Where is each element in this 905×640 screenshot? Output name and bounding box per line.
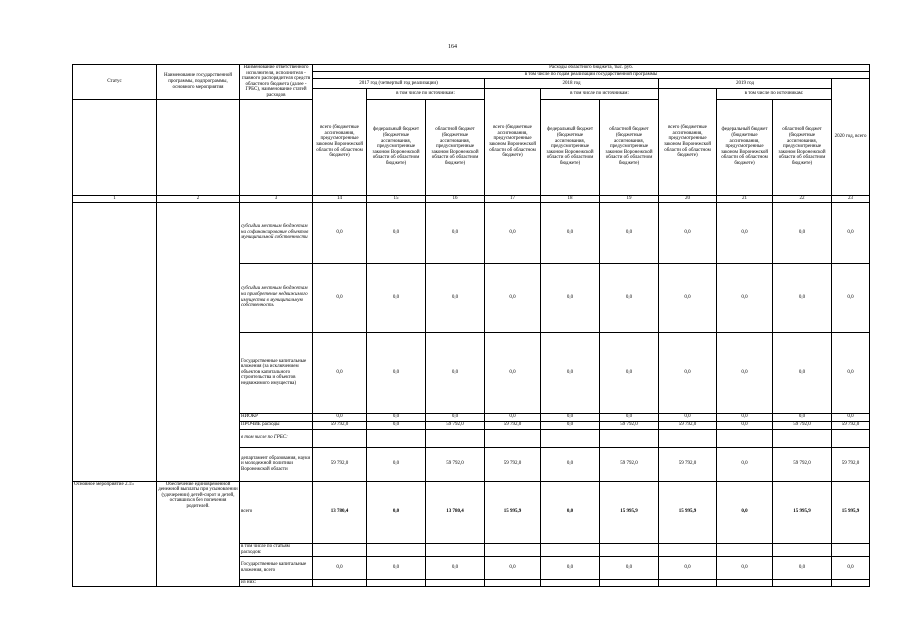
value-cell	[773, 429, 832, 447]
value-cell: 0,0	[659, 202, 717, 263]
col-number: 19	[600, 195, 659, 202]
value-cell	[313, 543, 367, 556]
header-program-name: Наименование государственной программы, подпрограммы, основного мероприятия	[157, 65, 240, 100]
value-cell: 15 995,9	[659, 481, 717, 543]
value-cell: 0,0	[485, 202, 541, 263]
name-cell	[157, 447, 240, 481]
table-row	[73, 447, 870, 481]
value-cell: 15 995,9	[832, 481, 870, 543]
col-number: 16	[426, 195, 485, 202]
row-label: субсидии местным бюджетам на приобретение недвижимого имущества в муниципальную собственность	[240, 263, 313, 332]
table-row	[73, 543, 870, 556]
value-cell: 0,0	[773, 263, 832, 332]
value-cell	[426, 429, 485, 447]
status-cell	[73, 332, 157, 413]
header-executor-spacer	[240, 99, 313, 195]
value-cell	[717, 429, 773, 447]
value-cell: 0,0	[541, 332, 600, 413]
value-cell: 0,0	[659, 332, 717, 413]
table-row	[73, 332, 870, 413]
col-number: 17	[485, 195, 541, 202]
value-cell: 0,0	[717, 202, 773, 263]
value-cell: 15 995,9	[485, 481, 541, 543]
value-cell: 0,0	[426, 413, 485, 421]
table-row	[73, 429, 870, 447]
value-cell: 0,0	[600, 556, 659, 579]
value-cell: 59 792,0	[426, 447, 485, 481]
row-label: Государственные капитальные вложения (за исключением объектов капитального строительства и объектов недвижимого имущества)	[240, 332, 313, 413]
value-cell: 59 792,0	[313, 421, 367, 429]
value-cell	[832, 429, 870, 447]
header-executor: Наименование ответственного исполнителя, исполнителя - главного распорядителя средств областного бюджета (далее - ГРБС), наименование статей расходов	[240, 65, 313, 100]
value-cell: 0,0	[659, 556, 717, 579]
value-cell: 15 995,9	[773, 481, 832, 543]
header-total-2017: всего (бюджетные ассигнования, предусмотренные законом Воронежской области об областном бюджете)	[313, 89, 367, 195]
value-cell: 0,0	[485, 556, 541, 579]
col-number: 15	[367, 195, 426, 202]
col-number: 21	[717, 195, 773, 202]
value-cell	[367, 543, 426, 556]
value-cell: 0,0	[426, 332, 485, 413]
value-cell	[485, 429, 541, 447]
value-cell	[832, 579, 870, 586]
value-cell: 0,0	[773, 556, 832, 579]
value-cell: 0,0	[367, 481, 426, 543]
header-federal-2019: федеральный бюджет (бюджетные ассигнования, предусмотренные законом Воронежской области об областном бюджете)	[717, 99, 773, 195]
name-cell: Обеспечение единовременной денежной выплаты при усыновлении (удочерении) детей-сирот и детей, оставшихся без попечения родителей.	[157, 481, 240, 543]
value-cell: 0,0	[600, 263, 659, 332]
status-cell: Основное мероприятие 2.15	[73, 481, 157, 543]
value-cell: 0,0	[659, 263, 717, 332]
value-cell	[485, 543, 541, 556]
value-cell	[313, 429, 367, 447]
value-cell: 0,0	[717, 556, 773, 579]
value-cell: 59 792,0	[600, 447, 659, 481]
header-expenses-title: Расходы областного бюджета, тыс. руб.	[313, 65, 870, 72]
value-cell: 59 792,0	[773, 421, 832, 429]
col-number: 20	[659, 195, 717, 202]
col-number: 18	[541, 195, 600, 202]
value-cell	[659, 543, 717, 556]
status-cell	[73, 579, 157, 586]
row-label: всего	[240, 481, 313, 543]
value-cell: 0,0	[313, 332, 367, 413]
row-label: департамент образования, науки и молодежной политики Воронежской области	[240, 447, 313, 481]
value-cell: 0,0	[659, 413, 717, 421]
header-sources-2017: в том числе по источникам:	[367, 89, 485, 99]
table-row	[73, 263, 870, 332]
value-cell: 59 792,0	[773, 447, 832, 481]
value-cell	[773, 543, 832, 556]
value-cell	[313, 579, 367, 586]
table-row	[73, 579, 870, 586]
value-cell: 59 792,0	[426, 421, 485, 429]
value-cell: 0,0	[773, 413, 832, 421]
row-label: в том числе по ГРБС:	[240, 429, 313, 447]
value-cell: 0,0	[367, 202, 426, 263]
name-cell	[157, 332, 240, 413]
header-regional-2018: областной бюджет (бюджетные ассигнования, предусмотренные законом Воронежской области об областном бюджете)	[600, 99, 659, 195]
value-cell	[426, 579, 485, 586]
value-cell	[717, 579, 773, 586]
header-year-2017: 2017 год (четвертый год реализации)	[313, 79, 485, 89]
row-label: субсидии местным бюджетам на софинансирование объектов муниципальной собственности	[240, 202, 313, 263]
row-label: НИОКР	[240, 413, 313, 421]
value-cell: 0,0	[541, 421, 600, 429]
header-year-2019: 2019 год	[659, 79, 832, 89]
header-year-2020: 2020 год, всего	[832, 79, 870, 196]
value-cell: 0,0	[832, 263, 870, 332]
header-status-spacer	[73, 99, 157, 195]
value-cell: 0,0	[832, 202, 870, 263]
name-cell	[157, 202, 240, 263]
header-sources-2019: в том числе по источникам:	[717, 89, 832, 99]
value-cell	[541, 543, 600, 556]
name-cell	[157, 429, 240, 447]
value-cell	[600, 579, 659, 586]
value-cell: 0,0	[773, 332, 832, 413]
value-cell	[541, 579, 600, 586]
value-cell: 0,0	[367, 556, 426, 579]
value-cell: 59 792,0	[659, 447, 717, 481]
header-regional-2019: областной бюджет (бюджетные ассигнования, предусмотренные законом Воронежской области об областном бюджете)	[773, 99, 832, 195]
status-cell	[73, 543, 157, 556]
value-cell: 0,0	[367, 332, 426, 413]
name-cell	[157, 556, 240, 579]
header-total-2018: всего (бюджетные ассигнования, предусмотренные законом Воронежской области об областном бюджете)	[485, 89, 541, 195]
col-number: 22	[773, 195, 832, 202]
status-cell	[73, 429, 157, 447]
value-cell: 59 792,0	[659, 421, 717, 429]
value-cell	[832, 543, 870, 556]
col-number: 2	[157, 195, 240, 202]
header-by-years: в том числе по годам реализации государственной программы	[313, 72, 870, 79]
header-name-spacer	[157, 99, 240, 195]
row-label: Государственные капитальные вложения, всего	[240, 556, 313, 579]
value-cell: 0,0	[832, 413, 870, 421]
value-cell	[367, 579, 426, 586]
value-cell: 59 792,0	[485, 421, 541, 429]
value-cell: 0,0	[313, 202, 367, 263]
value-cell: 0,0	[367, 447, 426, 481]
value-cell: 15 995,9	[600, 481, 659, 543]
value-cell: 0,0	[313, 263, 367, 332]
header-federal-2018: федеральный бюджет (бюджетные ассигнования, предусмотренные законом Воронежской области об областном бюджете)	[541, 99, 600, 195]
value-cell	[541, 429, 600, 447]
value-cell: 0,0	[717, 481, 773, 543]
value-cell: 0,0	[832, 332, 870, 413]
value-cell: 0,0	[367, 413, 426, 421]
value-cell: 0,0	[832, 556, 870, 579]
status-cell	[73, 556, 157, 579]
page-number: 164	[448, 44, 457, 50]
col-number: 1	[73, 195, 157, 202]
row-label: ПРОЧИЕ расходы	[240, 421, 313, 429]
value-cell: 0,0	[541, 263, 600, 332]
value-cell: 0,0	[717, 332, 773, 413]
value-cell: 0,0	[426, 263, 485, 332]
col-number: 23	[832, 195, 870, 202]
name-cell	[157, 413, 240, 421]
status-cell	[73, 202, 157, 263]
header-sources-2018: в том числе по источникам:	[541, 89, 659, 99]
table-row	[73, 481, 870, 543]
value-cell: 0,0	[600, 202, 659, 263]
table-row	[73, 556, 870, 579]
value-cell: 0,0	[773, 202, 832, 263]
value-cell: 0,0	[485, 263, 541, 332]
value-cell: 0,0	[367, 421, 426, 429]
value-cell: 59 792,0	[832, 447, 870, 481]
value-cell: 0,0	[600, 332, 659, 413]
value-cell: 0,0	[541, 202, 600, 263]
header-regional-2017: областной бюджет (бюджетные ассигнования, предусмотренные законом Воронежской области об областном бюджете)	[426, 99, 485, 195]
value-cell: 0,0	[313, 556, 367, 579]
value-cell: 0,0	[717, 421, 773, 429]
value-cell: 0,0	[600, 413, 659, 421]
value-cell	[367, 429, 426, 447]
value-cell	[659, 579, 717, 586]
value-cell	[426, 543, 485, 556]
value-cell: 0,0	[717, 263, 773, 332]
value-cell: 13 780,4	[313, 481, 367, 543]
value-cell	[600, 429, 659, 447]
row-label: в том числе по статьям расходов:	[240, 543, 313, 556]
name-cell	[157, 543, 240, 556]
value-cell: 0,0	[367, 263, 426, 332]
header-total-2019: всего (бюджетные ассигнования, предусмотренные законом Воронежской области об областном бюджете)	[659, 89, 717, 195]
value-cell: 0,0	[541, 556, 600, 579]
value-cell: 0,0	[426, 556, 485, 579]
value-cell: 59 792,0	[485, 447, 541, 481]
status-cell	[73, 421, 157, 429]
table-row	[73, 413, 870, 421]
value-cell	[485, 579, 541, 586]
status-cell	[73, 413, 157, 421]
budget-table	[72, 64, 870, 587]
value-cell: 59 792,0	[313, 447, 367, 481]
header-status: Статус	[73, 65, 157, 100]
status-cell	[73, 447, 157, 481]
name-cell	[157, 579, 240, 586]
column-numbers-row	[73, 195, 870, 202]
value-cell: 0,0	[485, 413, 541, 421]
value-cell	[773, 579, 832, 586]
value-cell: 0,0	[717, 413, 773, 421]
value-cell: 13 780,4	[426, 481, 485, 543]
value-cell: 59 792,0	[832, 421, 870, 429]
value-cell	[659, 429, 717, 447]
value-cell: 0,0	[541, 413, 600, 421]
col-number: 3	[240, 195, 313, 202]
value-cell: 0,0	[541, 481, 600, 543]
value-cell	[717, 543, 773, 556]
table-row	[73, 421, 870, 429]
header-year-2018: 2018 год	[485, 79, 659, 89]
value-cell: 0,0	[313, 413, 367, 421]
col-number: 14	[313, 195, 367, 202]
name-cell	[157, 421, 240, 429]
table-row	[73, 202, 870, 263]
value-cell: 0,0	[426, 202, 485, 263]
value-cell: 59 792,0	[600, 421, 659, 429]
row-label: из них:	[240, 579, 313, 586]
name-cell	[157, 263, 240, 332]
value-cell: 0,0	[541, 447, 600, 481]
value-cell: 0,0	[717, 447, 773, 481]
header-federal-2017: федеральный бюджет (бюджетные ассигнования, предусмотренные законом Воронежской области об областном бюджете)	[367, 99, 426, 195]
value-cell	[600, 543, 659, 556]
value-cell: 0,0	[485, 332, 541, 413]
status-cell	[73, 263, 157, 332]
